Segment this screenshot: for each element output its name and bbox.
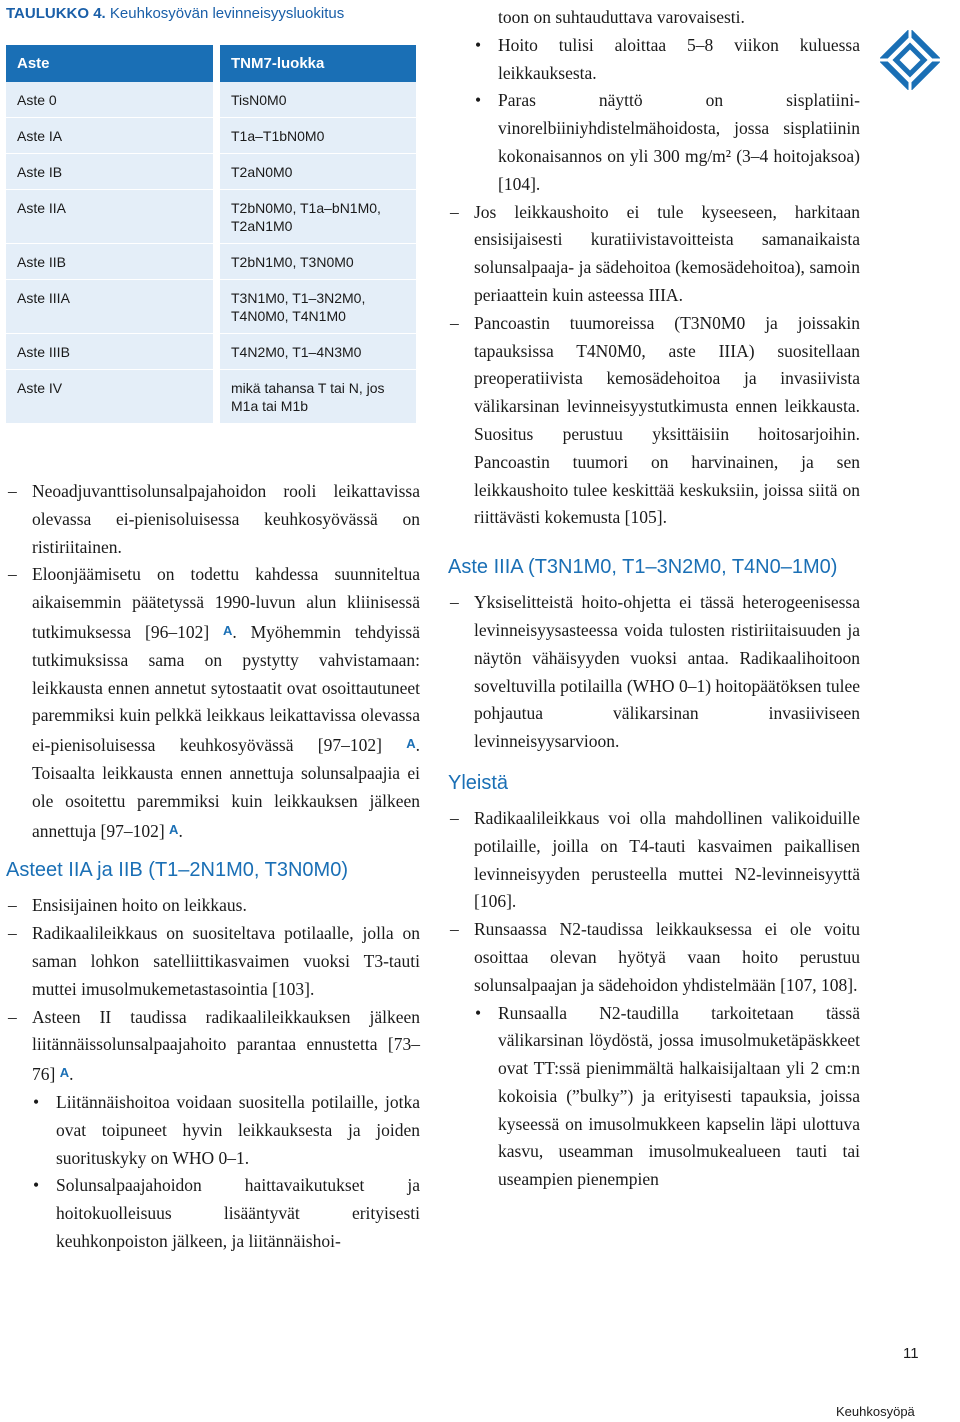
dash-marker: – xyxy=(8,481,17,501)
list-item xyxy=(6,892,420,920)
item-text: Runsaalla N2-taudilla tarkoitetaan tässä välikarsinan löydöstä, jossa imusolmuketäpäskkeet ovat TT:ssä pienimmältä halkaisijaltaan yli 2 cm:n kokoisia (”bulky”) ja erityisesti tapauksia, joissa kyseessä on imusolmukkeen kapselin läpi ulottuva kasvu, useamman imusolmukealueen tauti tai useampien pienempien xyxy=(498,1002,860,1190)
section-heading: Yleistä xyxy=(448,771,509,794)
header-stage: Aste xyxy=(6,45,220,82)
bullet-marker: • xyxy=(475,90,482,111)
bullet-item xyxy=(448,32,860,88)
list-item xyxy=(6,920,420,1003)
item-text: Radikaalileikkaus voi olla mahdollinen valikoiduille potilaille, joilla on T4-tauti kasvaimen paikallisen levinneisyyden perusteella muttei N2-levinneisyyttä [106]. xyxy=(474,807,860,912)
item-text: Solunsalpaajahoidon haittavaikutukset ja hoitokuolleisuus lisääntyvät erityisesti keuhkonpoiston jälkeen, ja liitännäishoi- xyxy=(56,1175,420,1251)
item-text: Yksiselitteistä hoito-ohjetta ei tässä heterogeenisessa levinneisyysasteessa voida tulosten ristiriitaisuuden ja näytön vähäisyyden vuoksi antaa. Radikaalihoitoon soveltuvilla potilailla (WHO 0–1) hoitopäätöksen tulee pohjautua välikarsinan invasiiviseen levinneisyysarvioon. xyxy=(474,592,860,752)
bullet-marker: • xyxy=(475,34,482,55)
stage-table xyxy=(6,45,416,423)
bullet-marker: • xyxy=(33,1091,40,1112)
dash-marker: – xyxy=(450,592,459,613)
left-column xyxy=(6,478,420,1256)
item-text: Asteen II taudissa radikaalileikkauksen jälkeen liitännäissolunsalpaajahoito parantaa ennustetta [73–76] xyxy=(32,1006,420,1085)
diamond-logo-icon xyxy=(880,30,940,90)
header-tnm: TNM7-luokka xyxy=(220,45,416,82)
item-text: Paras näyttö on sisplatiini-vinorelbiiniyhdistelmähoidosta, jossa sisplatiinin kokonaisannos on yli 300 mg/m² (3–4 hoitojaksoa) [104]. xyxy=(498,90,860,194)
item-text: Hoito tulisi aloittaa 5–8 viikon kuluessa leikkauksesta. xyxy=(498,34,860,83)
tnm-cell: TisN0M0 xyxy=(220,82,416,118)
table-row xyxy=(6,190,416,244)
period: . xyxy=(232,621,237,642)
table-row xyxy=(6,154,416,190)
item-text: Neoadjuvanttisolunsalpajahoidon rooli leikattavissa olevassa ei-pienisoluisessa keuhkosyövässä on ristiriitainen. xyxy=(32,481,420,557)
tnm-cell: T1a–T1bN0M0 xyxy=(220,118,416,154)
stage-cell: Aste IIA xyxy=(6,190,220,244)
item-text: Ensisijainen hoito on leikkaus. xyxy=(32,895,247,916)
item-text: Toisaalta leikkausta ennen annettuja solunsalpaajia ei ole osoitettu paremmiksi kuin leikkauksen jälkeen annettuja [97–102] xyxy=(32,762,420,841)
list-item xyxy=(6,561,420,845)
table-row xyxy=(6,82,416,118)
list-item xyxy=(448,589,860,756)
table-caption xyxy=(6,5,344,22)
table-row xyxy=(6,370,416,423)
evidence-level-badge: A xyxy=(59,1065,70,1081)
item-text: Runsaassa N2-taudissa leikkauksessa ei ole voitu osoittaa olevan hyötyä vaan hoito perustuu solunsalpaajan ja sädehoidon yhdistelmään [107, 108]. xyxy=(474,919,860,995)
stage-cell: Aste IB xyxy=(6,154,220,190)
table-header-row xyxy=(6,45,416,82)
evidence-level-badge: A xyxy=(406,736,416,752)
bullet-item xyxy=(6,1089,420,1172)
dash-marker: – xyxy=(8,895,17,916)
bullet-item xyxy=(448,87,860,198)
right-column xyxy=(448,4,860,1194)
table-caption-label: TAULUKKO 4. xyxy=(6,5,106,22)
item-text: Jos leikkaushoito ei tule kyseeseen, harkitaan ensisijaisesti kuratiivistavoitteista samanaikaista solunsalpaaja- ja sädehoitoa (kemosädehoitoa), samoin periaattein kuin asteessa IIIA. xyxy=(474,201,860,305)
dash-marker: – xyxy=(8,1006,17,1027)
tnm-cell: T3N1M0, T1–3N2M0, T4N0M0, T4N1M0 xyxy=(220,280,416,334)
table-row xyxy=(6,280,416,334)
item-text: Eloonjäämisetu on todettu kahdessa suunniteltua aikaisemmin päätetyssä 1990-luvun alun kliinisessä tutkimuksessa [96–102] xyxy=(32,564,420,642)
period: . xyxy=(178,820,183,841)
table-row xyxy=(6,118,416,154)
dash-marker: – xyxy=(450,312,459,333)
tnm-cell: T2aN0M0 xyxy=(220,154,416,190)
bullet-item xyxy=(448,1000,860,1195)
list-item xyxy=(448,199,860,310)
evidence-level-badge: A xyxy=(223,622,233,638)
table-caption-text: Keuhkosyövän levinneisyysluokitus xyxy=(109,5,345,22)
item-text: Liitännäishoitoa voidaan suositella potilaille, jotka ovat toipuneet hyvin leikkauksesta ja joiden suorituskyky on WHO 0–1. xyxy=(56,1091,420,1168)
item-text: Myöhemmin tehdyissä tutkimuksissa sama on pystytty vahvistamaan: leikkausta ennen annetut sytostaatit ovat osoittautuneet paremmiksi kuin pelkkä leikkaus leikattavissa olevassa ei-pienisoluisessa keuhkosyövässä [97–102] xyxy=(32,621,421,756)
journal-name: Keuhkosyöpä xyxy=(836,1404,915,1419)
list-item xyxy=(6,478,420,561)
continued-text: toon on suhtauduttava varovaisesti. xyxy=(498,7,745,27)
stage-cell: Aste IIIA xyxy=(6,280,220,334)
section-heading: Aste IIIA (T3N1M0, T1–3N2M0, T4N0–1M0) xyxy=(448,556,838,579)
period: . xyxy=(69,1064,74,1085)
stage-cell: Aste IV xyxy=(6,370,220,423)
tnm-cell: T4N2M0, T1–4N3M0 xyxy=(220,334,416,370)
tnm-cell: T2bN0M0, T1a–bN1M0, T2aN1M0 xyxy=(220,190,416,244)
item-text: Radikaalileikkaus on suositeltava potilaalle, jolla on saman lohkon satelliittikasvaimen vuoksi T3-tauti muttei imusolmukemetastasointia [103]. xyxy=(32,923,420,999)
dash-marker: – xyxy=(8,564,17,585)
dash-marker: – xyxy=(450,201,459,222)
section-heading: Asteet IIA ja IIB (T1–2N1M0, T3N0M0) xyxy=(6,859,348,882)
stage-cell: Aste 0 xyxy=(6,82,220,118)
dash-marker: – xyxy=(8,923,17,944)
stage-cell: Aste IIIB xyxy=(6,334,220,370)
bullet-item xyxy=(6,1172,420,1255)
item-text: Pancoastin tuumoreissa (T3N0M0 ja joissakin tapauksissa T4N0M0, aste IIIA) suositellaan preoperatiivista kemosädehoitoa ja invasiivista välikarsinan levinneisyystutkimusta ennen leikkausta. Suositus perustuu yksittäisiin hoitosarjoihin. Pancoastin tuumori on harvinainen, ja sen leikkaushoito tulee keskittää keskuksiin, joissa siitä on riittävästi kokemusta [105]. xyxy=(474,312,860,528)
dash-marker: – xyxy=(450,919,459,940)
list-item xyxy=(448,916,860,999)
evidence-level-badge: A xyxy=(169,821,179,837)
list-item xyxy=(448,805,860,916)
table-row xyxy=(6,334,416,370)
dash-marker: – xyxy=(450,807,459,828)
list-item xyxy=(6,1004,420,1089)
page-number: 11 xyxy=(903,1345,919,1362)
period: . xyxy=(415,735,420,756)
tnm-cell: mikä tahansa T tai N, jos M1a tai M1b xyxy=(220,370,416,423)
stage-cell: Aste IA xyxy=(6,118,220,154)
bullet-marker: • xyxy=(33,1175,40,1196)
list-item xyxy=(448,310,860,532)
tnm-cell: T2bN1M0, T3N0M0 xyxy=(220,244,416,280)
table-row xyxy=(6,244,416,280)
bullet-marker: • xyxy=(475,1002,482,1023)
stage-cell: Aste IIB xyxy=(6,244,220,280)
